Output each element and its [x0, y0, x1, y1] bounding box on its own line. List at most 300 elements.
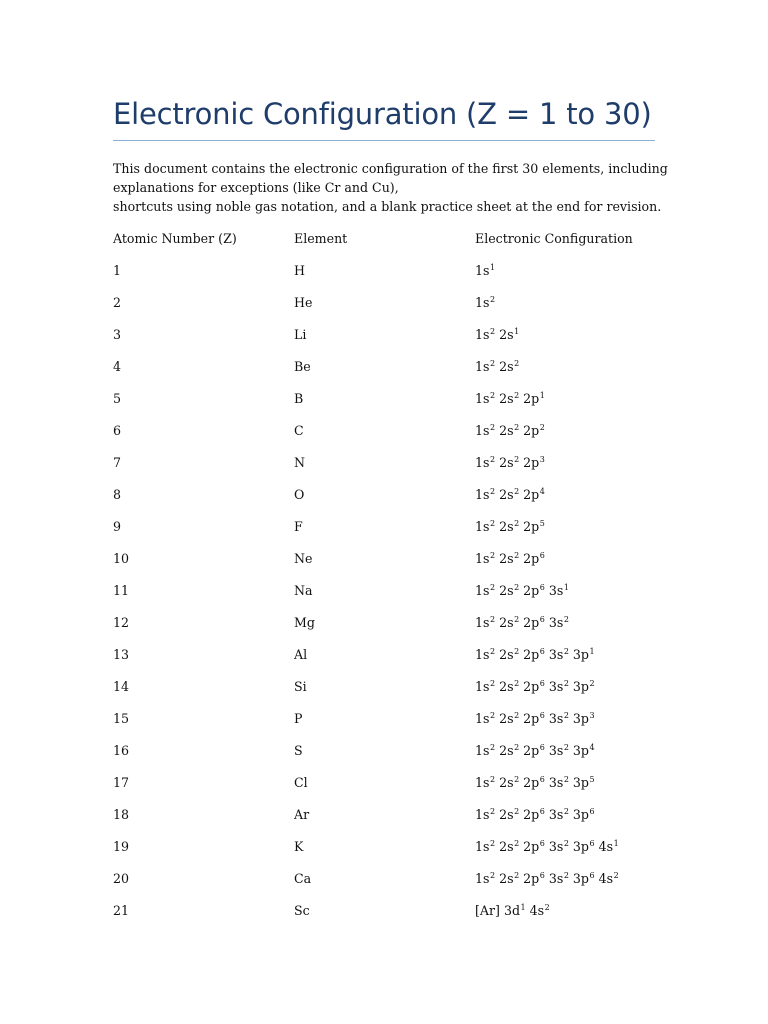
- configuration-cell: [475, 578, 573, 603]
- table-row: [113, 898, 673, 930]
- orbital-term: [523, 871, 545, 886]
- orbital-term: [499, 871, 519, 886]
- electron-count: 1: [589, 647, 595, 656]
- orbital-label: 3s: [548, 711, 564, 726]
- orbital-term: [499, 423, 519, 438]
- orbital-term: [499, 487, 519, 502]
- configuration-cell: [475, 738, 599, 763]
- orbital-term: [499, 679, 519, 694]
- electron-count: 2: [489, 551, 496, 560]
- orbital-label: 3s: [548, 679, 564, 694]
- table-body: [113, 258, 673, 930]
- table-row: [113, 450, 673, 482]
- orbital-label: 1s: [475, 551, 490, 566]
- configuration-cell: [475, 706, 599, 731]
- orbital-label: 2p: [523, 839, 540, 854]
- orbital-label: 1s: [475, 743, 490, 758]
- orbital-term: [499, 519, 519, 534]
- table-row: [113, 386, 673, 418]
- orbital-label: 1s: [475, 423, 490, 438]
- orbital-term: [573, 743, 595, 758]
- electron-count: 2: [489, 327, 496, 336]
- electron-count: 2: [514, 519, 520, 528]
- table-row: [113, 834, 673, 866]
- orbital-label: 1s: [475, 455, 490, 470]
- orbital-label: 2p: [523, 775, 540, 790]
- configuration-cell: [475, 770, 599, 795]
- orbital-term: [499, 743, 519, 758]
- orbital-term: [475, 295, 495, 310]
- orbital-term: [475, 679, 495, 694]
- orbital-term: [523, 423, 545, 438]
- electron-count: 2: [514, 775, 520, 784]
- table-row: [113, 802, 673, 834]
- orbital-label: 2p: [523, 455, 540, 470]
- orbital-label: 1s: [475, 295, 490, 310]
- electron-count: 2: [489, 391, 496, 400]
- orbital-term: [523, 775, 545, 790]
- electron-count: 2: [514, 679, 520, 688]
- atomic-number-cell: 18: [113, 807, 130, 822]
- orbital-label: 2p: [523, 743, 540, 758]
- orbital-term: [573, 839, 595, 854]
- orbital-term: [549, 583, 569, 598]
- electron-count: 2: [539, 423, 545, 432]
- orbital-label: 3p: [572, 711, 589, 726]
- orbital-term: [573, 775, 595, 790]
- element-symbol-cell: B: [294, 391, 304, 406]
- orbital-label: [Ar]: [475, 903, 500, 918]
- element-symbol-cell: K: [294, 839, 304, 854]
- orbital-label: 3p: [572, 871, 589, 886]
- orbital-term: [549, 743, 569, 758]
- orbital-term: [523, 647, 545, 662]
- electron-count: 6: [589, 807, 595, 816]
- table-row: [113, 866, 673, 898]
- orbital-term: [475, 263, 495, 278]
- atomic-number-cell: 12: [113, 615, 130, 630]
- electron-count: 6: [539, 743, 545, 752]
- orbital-label: 3d: [503, 903, 521, 918]
- orbital-label: 2s: [499, 455, 514, 470]
- element-symbol-cell: Si: [294, 679, 307, 694]
- orbital-label: 2s: [499, 359, 514, 374]
- orbital-term: [499, 391, 519, 406]
- orbital-label: 2p: [523, 423, 540, 438]
- title-underline: [113, 140, 655, 141]
- electron-count: 1: [514, 327, 520, 336]
- orbital-term: [475, 583, 495, 598]
- orbital-term: [475, 359, 495, 374]
- table-row: [113, 322, 673, 354]
- element-symbol-cell: F: [294, 519, 303, 534]
- element-symbol-cell: N: [294, 455, 306, 470]
- atomic-number-cell: 7: [113, 455, 122, 470]
- electron-count: 2: [489, 647, 496, 656]
- orbital-label: 2p: [523, 647, 540, 662]
- electron-count: 2: [489, 487, 496, 496]
- table-row: [113, 418, 673, 450]
- electron-count: 6: [539, 839, 545, 848]
- orbital-term: [504, 903, 526, 918]
- orbital-label: 1s: [475, 487, 490, 502]
- electron-count: 3: [539, 455, 545, 464]
- orbital-label: 2s: [499, 487, 514, 502]
- orbital-term: [549, 839, 569, 854]
- electron-count: 2: [514, 647, 520, 656]
- orbital-term: [475, 775, 495, 790]
- orbital-label: 2s: [499, 551, 514, 566]
- configuration-cell: [475, 866, 623, 891]
- orbital-term: [475, 615, 495, 630]
- orbital-label: 4s: [598, 871, 614, 886]
- atomic-number-cell: 20: [113, 871, 130, 886]
- element-symbol-cell: C: [294, 423, 304, 438]
- atomic-number-cell: 15: [113, 711, 130, 726]
- orbital-label: 1s: [475, 775, 490, 790]
- configuration-cell: [475, 290, 499, 315]
- orbital-term: [475, 487, 495, 502]
- configuration-cell: [475, 802, 599, 827]
- orbital-label: 2s: [499, 391, 514, 406]
- element-symbol-cell: Be: [294, 359, 311, 374]
- element-symbol-cell: P: [294, 711, 303, 726]
- element-symbol-cell: Ca: [294, 871, 312, 886]
- atomic-number-cell: 10: [113, 551, 130, 566]
- electron-count: 1: [539, 391, 545, 400]
- configuration-table: [113, 226, 673, 930]
- atomic-number-cell: 1: [113, 263, 122, 278]
- electron-count: 6: [539, 679, 545, 688]
- orbital-term: [475, 327, 495, 342]
- intro-line: shortcuts using noble gas notation, and a blank practice sheet at the end for revision.: [113, 199, 662, 214]
- atomic-number-cell: 13: [113, 647, 130, 662]
- configuration-cell: [475, 418, 549, 443]
- orbital-label: 1s: [475, 839, 490, 854]
- configuration-cell: [475, 258, 499, 283]
- orbital-label: 4s: [598, 839, 614, 854]
- atomic-number-cell: 16: [113, 743, 130, 758]
- element-symbol-cell: Mg: [294, 615, 315, 630]
- orbital-label: 3s: [548, 583, 564, 598]
- orbital-label: 2p: [523, 679, 540, 694]
- electron-count: 3: [589, 711, 595, 720]
- orbital-label: 1s: [475, 615, 490, 630]
- orbital-term: [549, 871, 569, 886]
- element-symbol-cell: S: [294, 743, 303, 758]
- header-element: Element: [294, 231, 348, 246]
- electron-count: 2: [514, 551, 520, 560]
- atomic-number-cell: 8: [113, 487, 122, 502]
- configuration-cell: [475, 642, 599, 667]
- configuration-cell: [475, 898, 554, 923]
- orbital-term: [499, 455, 519, 470]
- electron-count: 6: [589, 871, 595, 880]
- electron-count: 2: [489, 807, 496, 816]
- orbital-term: [499, 775, 519, 790]
- electron-count: 2: [489, 295, 496, 304]
- orbital-label: 2s: [499, 743, 514, 758]
- orbital-label: 3p: [572, 775, 589, 790]
- element-symbol-cell: H: [294, 263, 305, 278]
- orbital-label: 2s: [499, 583, 514, 598]
- atomic-number-cell: 14: [113, 679, 130, 694]
- electron-count: 2: [489, 775, 496, 784]
- configuration-cell: [475, 354, 523, 379]
- orbital-term: [523, 519, 545, 534]
- orbital-label: 2p: [523, 487, 540, 502]
- orbital-label: 2p: [523, 807, 540, 822]
- orbital-term: [475, 519, 495, 534]
- configuration-cell: [475, 610, 573, 635]
- orbital-label: 2s: [499, 775, 514, 790]
- atomic-number-cell: 3: [113, 327, 122, 342]
- orbital-label: 3s: [548, 839, 564, 854]
- orbital-label: 2s: [499, 519, 514, 534]
- orbital-label: 2s: [499, 807, 514, 822]
- header-configuration: Electronic Configuration: [475, 231, 633, 246]
- orbital-term: [475, 391, 495, 406]
- orbital-label: 1s: [475, 807, 490, 822]
- orbital-term: [523, 615, 545, 630]
- orbital-term: [573, 647, 595, 662]
- orbital-label: 3p: [572, 647, 589, 662]
- electron-count: 2: [563, 775, 569, 784]
- orbital-term: [475, 743, 495, 758]
- orbital-term: [475, 455, 495, 470]
- element-symbol-cell: Ne: [294, 551, 313, 566]
- electron-count: 1: [489, 263, 496, 272]
- orbital-term: [523, 583, 545, 598]
- electron-count: 2: [563, 647, 569, 656]
- electron-count: 2: [514, 423, 520, 432]
- electron-count: 6: [539, 711, 545, 720]
- electron-count: 2: [544, 903, 550, 912]
- orbital-term: [523, 391, 545, 406]
- atomic-number-cell: 6: [113, 423, 122, 438]
- electron-count: 2: [489, 839, 496, 848]
- orbital-term: [523, 807, 545, 822]
- orbital-label: 3s: [548, 647, 564, 662]
- element-symbol-cell: Al: [294, 647, 308, 662]
- table-row: [113, 642, 673, 674]
- document-title: Electronic Configuration (Z = 1 to 30): [113, 97, 652, 131]
- orbital-term: [523, 711, 545, 726]
- electron-count: 2: [563, 679, 569, 688]
- configuration-cell: [475, 322, 523, 347]
- orbital-label: 1s: [475, 327, 490, 342]
- orbital-term: [499, 551, 519, 566]
- orbital-term: [475, 647, 495, 662]
- orbital-label: 3s: [548, 615, 564, 630]
- intro-line: explanations for exceptions (like Cr and Cu),: [113, 180, 399, 195]
- electron-count: 2: [514, 615, 520, 624]
- orbital-label: 2p: [523, 551, 540, 566]
- configuration-cell: [475, 514, 549, 539]
- electron-count: 2: [514, 839, 520, 848]
- atomic-number-cell: 11: [113, 583, 130, 598]
- orbital-label: 2s: [499, 711, 514, 726]
- orbital-label: 3s: [548, 743, 564, 758]
- orbital-term: [573, 711, 595, 726]
- orbital-term: [499, 807, 519, 822]
- atomic-number-cell: 5: [113, 391, 122, 406]
- orbital-term: [499, 615, 519, 630]
- atomic-number-cell: 21: [113, 903, 130, 918]
- electron-count: 2: [514, 391, 520, 400]
- electron-count: 6: [589, 839, 595, 848]
- electron-count: 2: [563, 839, 569, 848]
- table-row: [113, 770, 673, 802]
- orbital-term: [549, 615, 569, 630]
- element-symbol-cell: Na: [294, 583, 313, 598]
- electron-count: 2: [489, 615, 496, 624]
- orbital-label: 1s: [475, 711, 490, 726]
- orbital-term: [573, 807, 595, 822]
- electron-count: 2: [563, 743, 569, 752]
- atomic-number-cell: 2: [113, 295, 122, 310]
- orbital-term: [573, 679, 595, 694]
- orbital-label: 3p: [572, 807, 589, 822]
- orbital-label: 2s: [499, 327, 514, 342]
- configuration-cell: [475, 482, 549, 507]
- electron-count: 2: [489, 743, 496, 752]
- atomic-number-cell: 9: [113, 519, 122, 534]
- electron-count: 5: [539, 519, 545, 528]
- orbital-label: 1s: [475, 679, 490, 694]
- table-row: [113, 514, 673, 546]
- orbital-label: 1s: [475, 871, 490, 886]
- electron-count: 6: [539, 551, 545, 560]
- orbital-label: 2s: [499, 871, 514, 886]
- table-header-row: [113, 226, 673, 258]
- orbital-label: 3p: [572, 839, 589, 854]
- electron-count: 2: [489, 871, 496, 880]
- orbital-term: [523, 551, 545, 566]
- electron-count: 2: [514, 871, 520, 880]
- orbital-term: [573, 871, 595, 886]
- table-row: [113, 738, 673, 770]
- electron-count: 1: [613, 839, 619, 848]
- electron-count: 2: [514, 583, 520, 592]
- orbital-label: 1s: [475, 263, 490, 278]
- electron-count: 2: [489, 679, 496, 688]
- table-row: [113, 610, 673, 642]
- configuration-cell: [475, 674, 599, 699]
- electron-count: 2: [563, 871, 569, 880]
- orbital-term: [549, 647, 569, 662]
- atomic-number-cell: 17: [113, 775, 130, 790]
- orbital-label: 2p: [523, 519, 540, 534]
- orbital-label: 1s: [475, 647, 490, 662]
- electron-count: 6: [539, 615, 545, 624]
- orbital-label: 2p: [523, 711, 540, 726]
- header-atomic-number: Atomic Number (Z): [113, 231, 237, 246]
- orbital-label: 2p: [523, 615, 540, 630]
- table-row: [113, 674, 673, 706]
- orbital-term: [549, 711, 569, 726]
- electron-count: 2: [489, 359, 496, 368]
- orbital-label: 2p: [523, 583, 540, 598]
- table-row: [113, 290, 673, 322]
- electron-count: 2: [613, 871, 619, 880]
- orbital-term: [499, 711, 519, 726]
- orbital-label: 2s: [499, 679, 514, 694]
- orbital-label: 1s: [475, 391, 490, 406]
- table-row: [113, 258, 673, 290]
- orbital-label: 1s: [475, 519, 490, 534]
- orbital-label: 4s: [529, 903, 545, 918]
- configuration-cell: [475, 450, 549, 475]
- electron-count: 2: [563, 807, 569, 816]
- electron-count: 6: [539, 775, 545, 784]
- electron-count: 2: [514, 807, 520, 816]
- orbital-label: 2s: [499, 615, 514, 630]
- electron-count: 1: [563, 583, 569, 592]
- electron-count: 2: [563, 711, 569, 720]
- orbital-term: [549, 775, 569, 790]
- orbital-label: 3p: [572, 743, 589, 758]
- electron-count: 5: [589, 775, 595, 784]
- electron-count: 2: [489, 711, 496, 720]
- orbital-term: [475, 903, 500, 918]
- orbital-term: [599, 839, 619, 854]
- orbital-term: [475, 871, 495, 886]
- table-row: [113, 482, 673, 514]
- electron-count: 2: [489, 423, 496, 432]
- atomic-number-cell: 4: [113, 359, 122, 374]
- table-row: [113, 578, 673, 610]
- electron-count: 2: [514, 359, 520, 368]
- electron-count: 1: [520, 903, 526, 912]
- orbital-label: 2p: [523, 871, 540, 886]
- orbital-term: [499, 359, 519, 374]
- orbital-label: 2s: [499, 647, 514, 662]
- electron-count: 6: [539, 871, 545, 880]
- configuration-cell: [475, 834, 623, 859]
- orbital-term: [530, 903, 550, 918]
- orbital-term: [549, 807, 569, 822]
- orbital-label: 3s: [548, 807, 564, 822]
- electron-count: 2: [514, 711, 520, 720]
- orbital-label: 2s: [499, 423, 514, 438]
- orbital-term: [475, 423, 495, 438]
- electron-count: 2: [514, 455, 520, 464]
- atomic-number-cell: 19: [113, 839, 130, 854]
- orbital-term: [475, 711, 495, 726]
- electron-count: 2: [489, 519, 496, 528]
- orbital-term: [475, 807, 495, 822]
- intro-line: This document contains the electronic configuration of the first 30 elements, including: [113, 161, 668, 176]
- electron-count: 6: [539, 807, 545, 816]
- electron-count: 4: [539, 487, 545, 496]
- orbital-term: [523, 839, 545, 854]
- configuration-cell: [475, 386, 549, 411]
- orbital-term: [475, 839, 495, 854]
- electron-count: 4: [589, 743, 595, 752]
- element-symbol-cell: Sc: [294, 903, 310, 918]
- electron-count: 2: [489, 583, 496, 592]
- element-symbol-cell: O: [294, 487, 305, 502]
- electron-count: 6: [539, 647, 545, 656]
- electron-count: 2: [514, 743, 520, 752]
- orbital-term: [523, 455, 545, 470]
- orbital-term: [599, 871, 619, 886]
- electron-count: 2: [589, 679, 595, 688]
- table-row: [113, 546, 673, 578]
- electron-count: 2: [489, 455, 496, 464]
- element-symbol-cell: He: [294, 295, 313, 310]
